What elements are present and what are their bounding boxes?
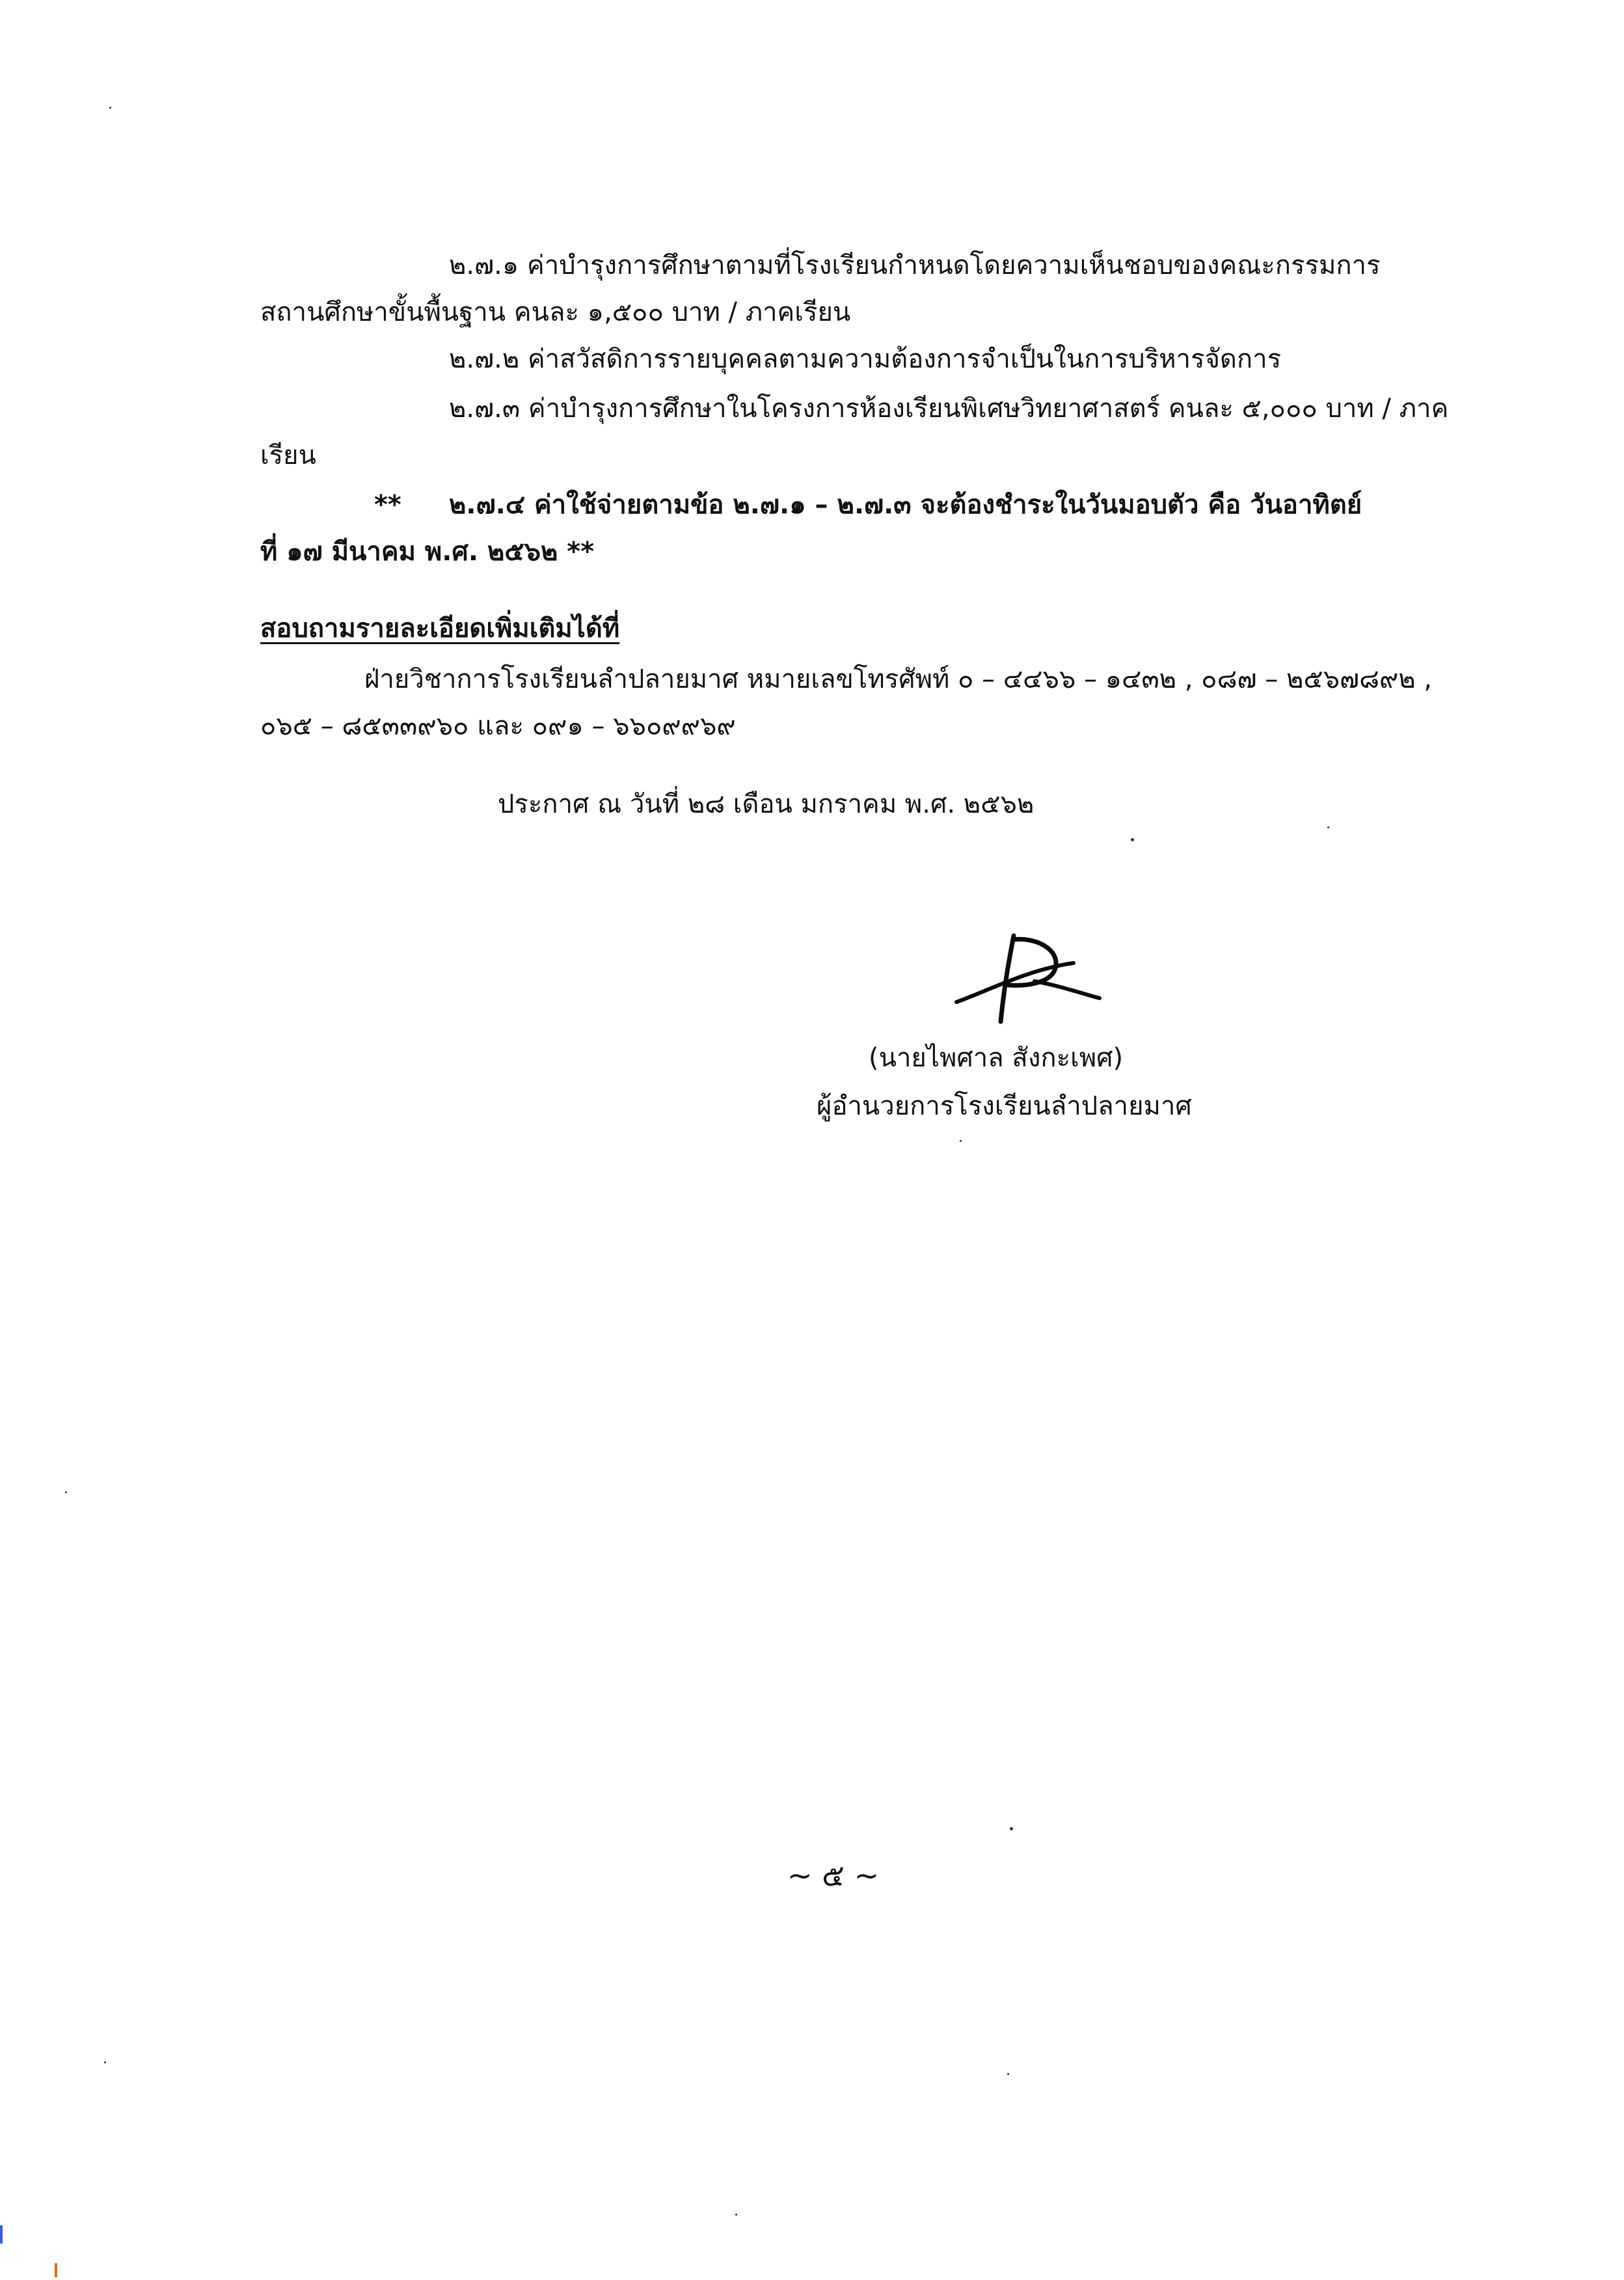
scan-speck — [109, 107, 111, 109]
fee-item-2: ๒.๗.๒ ค่าสวัสดิการรายบุคคลตามความต้องการจำเป็นในการบริหารจัดการ — [449, 344, 1282, 374]
page-number: ~ ๕ ~ — [787, 1858, 880, 1893]
scan-edge-mark — [55, 2263, 57, 2277]
fee-item-1-line-2: สถานศึกษาขั้นพื้นฐาน คนละ ๑,๕๐๐ บาท / ภาคเรียน — [260, 297, 851, 327]
signatory-name: (นายไพศาล สังกะเพศ) — [869, 1043, 1124, 1073]
scan-speck — [104, 2061, 106, 2063]
scan-speck — [1010, 1827, 1013, 1830]
scan-speck — [1327, 826, 1329, 828]
contact-phone-line-2: ๐๖๕ – ๘๕๓๓๙๖๐ และ ๐๙๑ – ๖๖๐๙๙๖๙ — [260, 711, 736, 741]
announcement-date: ประกาศ ณ วันที่ ๒๘ เดือน มกราคม พ.ศ. ๒๕๖๒ — [498, 789, 1035, 819]
scan-speck — [1007, 2073, 1009, 2075]
fee-item-4-line-1: ๒.๗.๔ ค่าใช้จ่ายตามข้อ ๒.๗.๑ – ๒.๗.๓ จะต้องชำระในวันมอบตัว คือ วันอาทิตย์ — [449, 490, 1362, 520]
fee-item-4-prefix: ** — [374, 490, 401, 520]
scan-edge-mark — [0, 2225, 3, 2244]
scan-speck — [65, 1491, 67, 1493]
scan-speck — [1131, 838, 1134, 841]
fee-item-1-line-1: ๒.๗.๑ ค่าบำรุงการศึกษาตามที่โรงเรียนกำหนดโดยความเห็นชอบของคณะกรรมการ — [449, 251, 1381, 280]
fee-item-3-line-1: ๒.๗.๓ ค่าบำรุงการศึกษาในโครงการห้องเรียนพิเศษวิทยาศาสตร์ คนละ ๕,๐๐๐ บาท / ภาค — [449, 394, 1449, 424]
fee-item-4-line-2: ที่ ๑๗ มีนาคม พ.ศ. ๒๕๖๒ ** — [260, 537, 595, 567]
signatory-position: ผู้อำนวยการโรงเรียนลำปลายมาศ — [817, 1091, 1192, 1121]
fee-item-3-line-2: เรียน — [260, 441, 316, 470]
signature-stroke-tail — [1035, 981, 1100, 998]
scan-speck — [735, 2214, 737, 2216]
contact-heading: สอบถามรายละเอียดเพิ่มเติมได้ที่ — [260, 614, 620, 644]
scan-speck — [960, 1140, 962, 1142]
contact-phone-line-1: ฝ่ายวิชาการโรงเรียนลำปลายมาศ หมายเลขโทรศัพท์ ๐ – ๔๔๖๖ – ๑๔๓๒ , ๐๘๗ – ๒๕๖๗๘๙๒ , — [364, 664, 1433, 694]
signature-image — [937, 930, 1106, 1028]
